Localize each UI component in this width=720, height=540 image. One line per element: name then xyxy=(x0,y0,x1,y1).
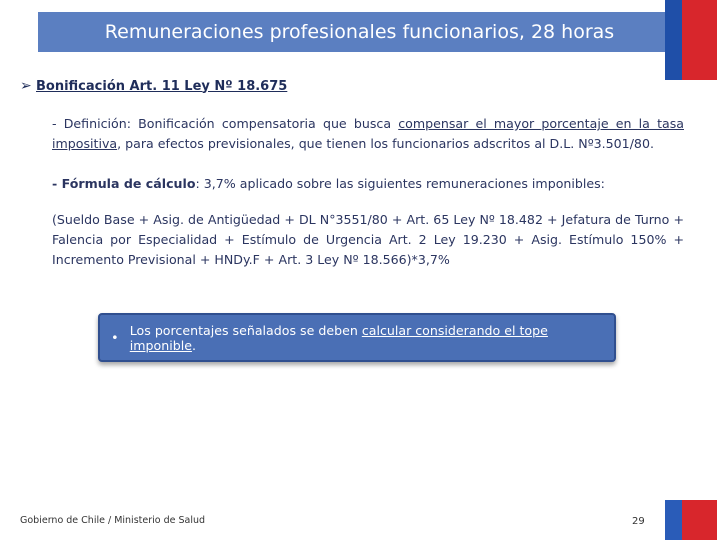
calculation-paragraph xyxy=(52,210,684,270)
flag-red-stripe xyxy=(682,0,717,80)
note-text xyxy=(130,323,614,353)
flag-red-stripe xyxy=(682,500,717,540)
chile-flag-stripe-top xyxy=(665,0,717,80)
definition-label: - Definición: xyxy=(52,116,131,131)
note-text-1: Los porcentajes señalados se deben xyxy=(129,322,362,338)
formula-text: : 3,7% aplicado sobre las siguientes remuneraciones imponibles: xyxy=(195,176,605,191)
calculation-text: (Sueldo Base + Asig. de Antigüedad + DL N°3551/80 + Art. 65 Ley Nº 18.482 + Jefatura de Turno + Falencia por Especialidad + Estímulo de Urgencia Art. 2 Ley 19.230 + Asig. Estímulo 150% + Incremento Previsional + HNDy.F + Art. 3 Ley Nº 18.566)*3,7% xyxy=(52,212,684,267)
definition-text-1: Bonificación compensatoria que busca xyxy=(130,116,399,131)
chile-flag-stripe-bottom xyxy=(665,500,717,540)
flag-blue-stripe xyxy=(665,0,682,80)
section-heading xyxy=(20,78,287,94)
note-underlined: calcular considerando el tope imponible xyxy=(129,322,548,353)
arrow-right-icon: ➢ xyxy=(20,78,32,94)
formula-paragraph xyxy=(52,174,684,194)
definition-underlined: compensar el mayor porcentaje en la tasa impositiva xyxy=(52,116,684,151)
note-text-2: . xyxy=(191,337,196,353)
flag-blue-stripe xyxy=(665,500,682,540)
definition-text-2: , para efectos previsionales, que tienen los funcionarios adscritos al D.L. Nº3.501/80. xyxy=(117,136,654,151)
note-callout xyxy=(98,313,616,362)
definition-paragraph xyxy=(52,114,684,154)
note-bullet: • xyxy=(111,330,119,345)
footer-org: Gobierno de Chile / Ministerio de Salud xyxy=(20,515,206,526)
slide-title: Remuneraciones profesionales funcionarios, 28 horas xyxy=(104,21,615,43)
section-heading-text: Bonificación Art. 11 Ley Nº 18.675 xyxy=(36,78,288,94)
formula-label: - Fórmula de cálculo xyxy=(52,176,196,191)
page-number: 29 xyxy=(632,516,645,527)
slide-title-bar xyxy=(38,12,681,52)
